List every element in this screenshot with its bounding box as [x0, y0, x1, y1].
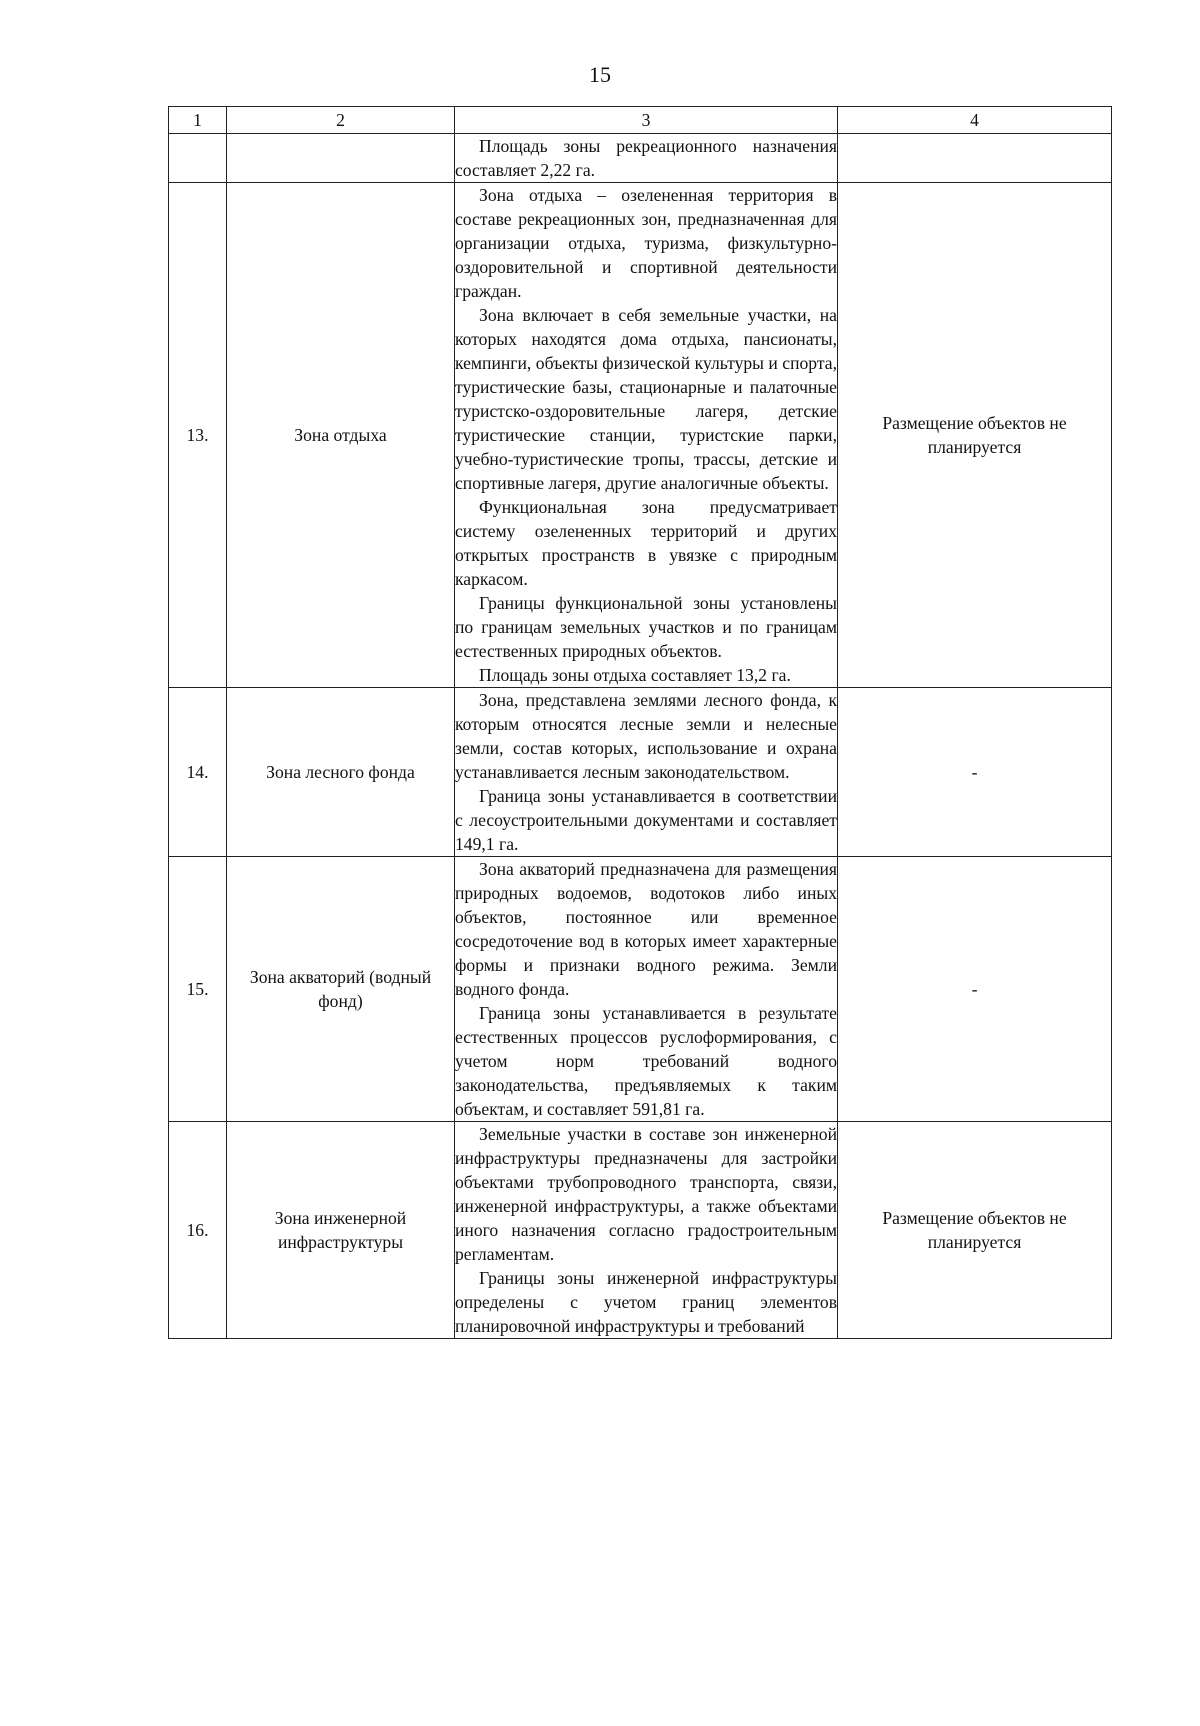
column-header: 4	[838, 107, 1112, 134]
row-number: 16.	[169, 1122, 227, 1339]
row-number: 13.	[169, 183, 227, 688]
zone-note: -	[838, 857, 1112, 1122]
column-header: 1	[169, 107, 227, 134]
description-paragraph: Зона акваторий предназначена для размещения природных водоемов, водотоков либо иных объектов, постоянное или временное сосредоточение вод в которых имеет характерные формы и признаки водного режима. Земли водного фонда.	[455, 859, 837, 999]
row-number	[169, 134, 227, 183]
table-row	[169, 688, 1112, 857]
zone-name: Зона инженерной инфраструктуры	[227, 1122, 455, 1339]
row-number: 14.	[169, 688, 227, 857]
table-row	[169, 857, 1112, 1122]
zone-description	[455, 857, 838, 1122]
column-header: 3	[455, 107, 838, 134]
zone-name: Зона акваторий (водный фонд)	[227, 857, 455, 1122]
zone-description	[455, 688, 838, 857]
description-paragraph: Границы функциональной зоны установлены по границам земельных участков и по границам естественных природных объектов.	[455, 593, 837, 661]
table-header-row	[169, 107, 1112, 134]
table-row	[169, 183, 1112, 688]
table-row-continuation	[169, 134, 1112, 183]
description-paragraph: Зона включает в себя земельные участки, на которых находятся дома отдыха, пансионаты, кемпинги, объекты физической культуры и спорта, туристические базы, стационарные и палаточные туристско-оздоровительные лагеря, детские туристические станции, туристские парки, учебно-туристические тропы, трассы, детские и спортивные лагеря, другие аналогичные объекты.	[455, 305, 837, 493]
zones-table	[168, 106, 1112, 1339]
page-number: 15	[589, 62, 611, 87]
description-paragraph: Зона отдыха – озелененная территория в составе рекреационных зон, предназначенная для организации отдыха, туризма, физкультурно-оздоровительной и спортивной деятельности граждан.	[455, 185, 837, 301]
description-paragraph: Границы зоны инженерной инфраструктуры определены с учетом границ элементов планировочной инфраструктуры и требований	[455, 1268, 837, 1336]
zone-name: Зона лесного фонда	[227, 688, 455, 857]
zone-description	[455, 134, 838, 183]
row-number: 15.	[169, 857, 227, 1122]
zone-description	[455, 1122, 838, 1339]
zone-note: -	[838, 688, 1112, 857]
zone-name: Зона отдыха	[227, 183, 455, 688]
zone-note: Размещение объектов не планируется	[838, 1122, 1112, 1339]
description-paragraph: Граница зоны устанавливается в результате естественных процессов руслоформирования, с учетом норм требований водного законодательства, предъявляемых к таким объектам, и составляет 591,81 га.	[455, 1003, 837, 1119]
description-paragraph: Площадь зоны отдыха составляет 13,2 га.	[479, 665, 791, 685]
table-row	[169, 1122, 1112, 1339]
column-header: 2	[227, 107, 455, 134]
description-paragraph: Зона, представлена землями лесного фонда, к которым относятся лесные земли и нелесные земли, состав которых, использование и охрана устанавливается лесным законодательством.	[455, 690, 837, 782]
zone-note	[838, 134, 1112, 183]
description-paragraph: Граница зоны устанавливается в соответствии с лесоустроительными документами и составляет 149,1 га.	[455, 786, 837, 854]
zone-description	[455, 183, 838, 688]
description-paragraph: Функциональная зона предусматривает систему озелененных территорий и других открытых пространств в увязке с природным каркасом.	[455, 497, 837, 589]
zone-note: Размещение объектов не планируется	[838, 183, 1112, 688]
description-paragraph: Земельные участки в составе зон инженерной инфраструктуры предназначены для застройки объектами трубопроводного транспорта, связи, инженерной инфраструктуры, а также объектами иного назначения согласно градостроительным регламентам.	[455, 1124, 837, 1264]
description-paragraph: Площадь зоны рекреационного назначения составляет 2,22 га.	[455, 136, 837, 180]
zone-name	[227, 134, 455, 183]
